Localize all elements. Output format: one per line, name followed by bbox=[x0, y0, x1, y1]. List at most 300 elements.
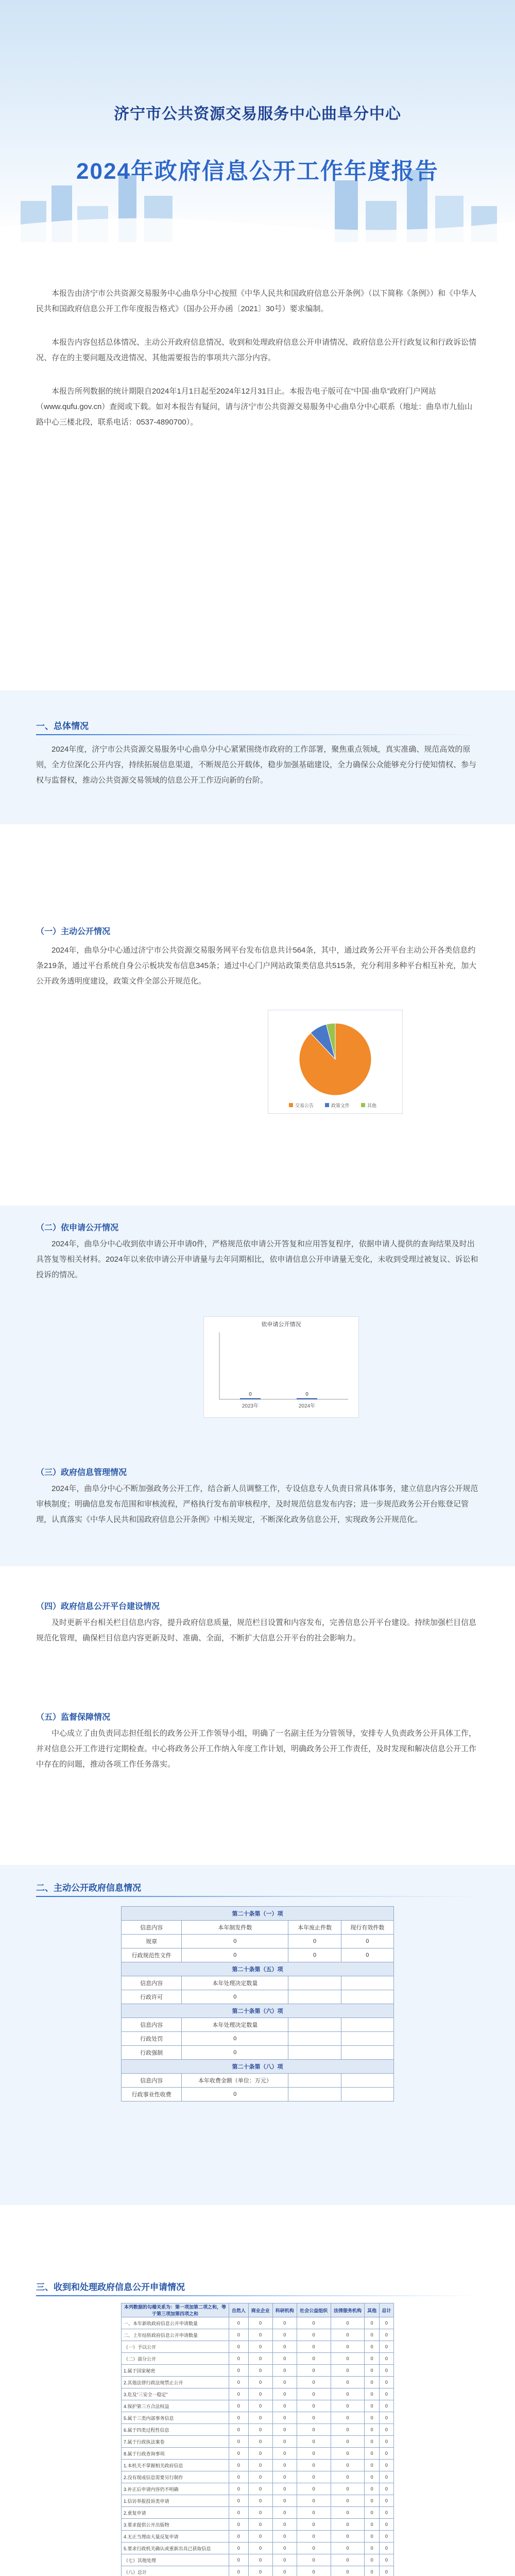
table-cell: 0 bbox=[379, 2554, 393, 2566]
table-cell: 0 bbox=[365, 2554, 379, 2566]
table-cell: 0 bbox=[297, 2317, 331, 2329]
table-row bbox=[122, 2507, 394, 2519]
x-tick-label: 2024年 bbox=[298, 1403, 316, 1409]
table-cell: 0 bbox=[365, 2448, 379, 2460]
table-row bbox=[122, 2060, 394, 2074]
table-cell: 0 bbox=[331, 2317, 365, 2329]
table-row bbox=[122, 2377, 394, 2388]
table-cell: 0 bbox=[248, 2566, 272, 2576]
table-cell: 4.无正当理由大量反复申请 bbox=[122, 2531, 229, 2543]
table-cell: 0 bbox=[229, 2388, 249, 2400]
table-row bbox=[122, 2388, 394, 2400]
table-cell: 0 bbox=[272, 2436, 297, 2448]
table-cell: 行政处罚 bbox=[122, 2032, 182, 2046]
table-header-cell: 法律服务机构 bbox=[331, 2303, 365, 2317]
table-row bbox=[122, 2436, 394, 2448]
table-section-header: 第二十条第（六）项 bbox=[122, 2004, 394, 2018]
table-row bbox=[122, 2032, 394, 2046]
table-cell: 0 bbox=[248, 2365, 272, 2377]
table-cell: 1.属于国家秘密 bbox=[122, 2365, 229, 2377]
table-cell: 0 bbox=[229, 2519, 249, 2531]
table-cell: 现行有效件数 bbox=[341, 1921, 393, 1935]
table-cell: 0 bbox=[379, 2460, 393, 2471]
subsection-1-5-heading: （五）监督保障情况 bbox=[36, 1713, 111, 1722]
subsection-1-3-heading: （三）政府信息管理情况 bbox=[36, 1468, 127, 1477]
table-cell: 信息内容 bbox=[122, 2018, 182, 2032]
table-cell: 3.补正后申请内容仍不明确 bbox=[122, 2483, 229, 2495]
table-cell: 5.属于三类内部事务信息 bbox=[122, 2412, 229, 2424]
table-cell: 0 bbox=[331, 2329, 365, 2341]
table-cell: 0 bbox=[229, 2543, 249, 2554]
table-header-cell: 总计 bbox=[379, 2303, 393, 2317]
table-cell bbox=[288, 2074, 341, 2088]
section-3-heading: 三、收到和处理政府信息公开申请情况 bbox=[36, 2282, 185, 2292]
table-cell: 规章 bbox=[122, 1935, 182, 1948]
table-cell bbox=[288, 2088, 341, 2102]
table-cell: 0 bbox=[331, 2495, 365, 2507]
table-cell: 0 bbox=[331, 2519, 365, 2531]
table-row bbox=[122, 2543, 394, 2554]
table-cell bbox=[341, 2018, 393, 2032]
table-row bbox=[122, 2317, 394, 2329]
section-divider bbox=[36, 1896, 479, 1897]
table-cell: 0 bbox=[379, 2448, 393, 2460]
table-row bbox=[122, 2018, 394, 2032]
table-cell: 0 bbox=[331, 2566, 365, 2576]
table-cell: 0 bbox=[365, 2507, 379, 2519]
report-banner bbox=[0, 0, 515, 242]
table-cell: 0 bbox=[297, 2341, 331, 2353]
active-disclosure-table bbox=[121, 1906, 394, 2102]
table-cell: （七）其他处理 bbox=[122, 2554, 229, 2566]
table-row bbox=[122, 1921, 394, 1935]
table-cell: 0 bbox=[248, 2460, 272, 2471]
table-row bbox=[122, 2554, 394, 2566]
table-cell: 0 bbox=[272, 2460, 297, 2471]
table-cell bbox=[341, 1990, 393, 2004]
table-cell: 0 bbox=[365, 2531, 379, 2543]
table-cell bbox=[288, 2046, 341, 2060]
table-row bbox=[122, 2531, 394, 2543]
table-cell: 0 bbox=[229, 2424, 249, 2436]
subsection-1-2-heading: （二）依申请公开情况 bbox=[36, 1224, 119, 1232]
table-cell: 本年处理决定数量 bbox=[182, 1976, 288, 1990]
table-cell: 0 bbox=[229, 2471, 249, 2483]
table-cell: 0 bbox=[379, 2400, 393, 2412]
table-cell: 0 bbox=[272, 2495, 297, 2507]
table-cell: 0 bbox=[272, 2543, 297, 2554]
table-cell: 5.要求行政机关确认或重新出具已获取信息 bbox=[122, 2543, 229, 2554]
section-1-heading: 一、总体情况 bbox=[36, 721, 89, 731]
subsection-1-1-text: 2024年，曲阜分中心通过济宁市公共资源交易服务网平台发布信息共计564条，其中，通过政务公开平台主动公开各类信息约条219条，通过平台系统自身公示板块发布信息345条；通过中心门户网站政策类信息共515条，充分利用多种平台相互补充，加大公开政务透明度建设，政策文件全部公开规范化。 bbox=[36, 946, 477, 986]
table-cell: 0 bbox=[229, 2531, 249, 2543]
table-cell: 0 bbox=[365, 2424, 379, 2436]
table-cell: 1.本机关不掌握相关政府信息 bbox=[122, 2460, 229, 2471]
table-cell bbox=[341, 2074, 393, 2088]
table-cell: 信息内容 bbox=[122, 1921, 182, 1935]
table-cell: 0 bbox=[331, 2531, 365, 2543]
table-row bbox=[122, 2353, 394, 2365]
table-cell: 0 bbox=[379, 2412, 393, 2424]
table-cell: 0 bbox=[365, 2460, 379, 2471]
table-cell: 0 bbox=[229, 2483, 249, 2495]
table-cell: 信息内容 bbox=[122, 2074, 182, 2088]
subsection-1-2-text: 2024年，曲阜分中心收到依申请公开申请0件，严格规范依申请公开答复和应用答复程序，依据申请人提供的查询结果及时出具答复等相关材料。2024年以来依申请公开申请量与去年同期相比，依申请信息公开申请量无变化，未收到受理过被复议、诉讼和投诉的情况。 bbox=[36, 1240, 478, 1279]
table-cell: 0 bbox=[272, 2317, 297, 2329]
table-cell: 0 bbox=[331, 2341, 365, 2353]
table-cell: 0 bbox=[229, 2412, 249, 2424]
table-row bbox=[122, 2460, 394, 2471]
table-cell: 0 bbox=[229, 2365, 249, 2377]
table-cell: 0 bbox=[272, 2412, 297, 2424]
table-cell bbox=[288, 2018, 341, 2032]
table-cell: 0 bbox=[365, 2566, 379, 2576]
table-cell: 0 bbox=[331, 2543, 365, 2554]
table-cell: 0 bbox=[365, 2495, 379, 2507]
table-row bbox=[122, 2519, 394, 2531]
table-cell: 行政事业性收费 bbox=[122, 2088, 182, 2102]
table-cell: 本年制发件数 bbox=[182, 1921, 288, 1935]
table-cell: 0 bbox=[248, 2353, 272, 2365]
table-cell: 0 bbox=[365, 2436, 379, 2448]
table-cell: 0 bbox=[297, 2507, 331, 2519]
table-cell: 0 bbox=[331, 2448, 365, 2460]
table-cell: 2.其他法律行政法规禁止公开 bbox=[122, 2377, 229, 2388]
table-section-header: 第二十条第（八）项 bbox=[122, 2060, 394, 2074]
table-cell: 0 bbox=[365, 2329, 379, 2341]
table-cell: 0 bbox=[272, 2507, 297, 2519]
table-row bbox=[122, 1948, 394, 1962]
table-row bbox=[122, 2088, 394, 2102]
table-cell: 0 bbox=[297, 2531, 331, 2543]
table-header-cell: 其他 bbox=[365, 2303, 379, 2317]
table-row bbox=[122, 1990, 394, 2004]
bar bbox=[297, 1398, 317, 1399]
table-cell: 0 bbox=[379, 2353, 393, 2365]
table-cell: 0 bbox=[182, 2088, 288, 2102]
table-row bbox=[122, 2365, 394, 2377]
table-row bbox=[122, 2566, 394, 2576]
table-cell: 0 bbox=[248, 2531, 272, 2543]
table-cell: 二、上年结转政府信息公开申请数量 bbox=[122, 2329, 229, 2341]
table-cell: 0 bbox=[272, 2353, 297, 2365]
table-cell: 0 bbox=[379, 2388, 393, 2400]
table-cell: 0 bbox=[248, 2341, 272, 2353]
table-cell: 0 bbox=[229, 2400, 249, 2412]
legend-swatch bbox=[361, 1103, 365, 1107]
table-cell: 0 bbox=[379, 2436, 393, 2448]
table-cell: 0 bbox=[331, 2507, 365, 2519]
intro-paragraph-1: 本报告由济宁市公共资源交易服务中心曲阜分中心按照《中华人民共和国政府信息公开条例》（以下简称《条例》）和《中华人民共和国政府信息公开工作年度报告格式》（国办公开办函〔2021〕30号）要求编制。 bbox=[36, 289, 477, 313]
table-cell: 0 bbox=[379, 2543, 393, 2554]
table-row bbox=[122, 1907, 394, 1921]
table-cell: 0 bbox=[365, 2543, 379, 2554]
table-cell: 0 bbox=[365, 2519, 379, 2531]
table-cell: 0 bbox=[248, 2424, 272, 2436]
table-cell: 0 bbox=[248, 2519, 272, 2531]
intro-paragraph-3: 本报告所列数据的统计期限自2024年1月1日起至2024年12月31日止。本报告电子版可在“中国·曲阜”政府门户网站（www.qufu.gov.cn）查阅或下载。如对本报告有疑问，请与济宁市公共资源交易服务中心曲阜分中心联系（地址：曲阜市九仙山路中心三楼北段，联系电话：0537-4890700）。 bbox=[36, 387, 473, 427]
table-cell: 0 bbox=[272, 2448, 297, 2460]
table-cell: 0 bbox=[379, 2377, 393, 2388]
table-cell: 0 bbox=[229, 2566, 249, 2576]
table-cell: 0 bbox=[379, 2495, 393, 2507]
table-cell: （一）予以公开 bbox=[122, 2341, 229, 2353]
table-row bbox=[122, 1962, 394, 1976]
data-label: 0 bbox=[305, 1392, 308, 1397]
table-cell: 0 bbox=[297, 2471, 331, 2483]
table-cell: 0 bbox=[331, 2471, 365, 2483]
table-cell: 3.要求提供公开出版物 bbox=[122, 2519, 229, 2531]
table-cell: （二）部分公开 bbox=[122, 2353, 229, 2365]
table-cell: 0 bbox=[297, 2353, 331, 2365]
table-header-cell: 自然人 bbox=[229, 2303, 249, 2317]
table-cell: 0 bbox=[331, 2436, 365, 2448]
table-cell: 0 bbox=[248, 2317, 272, 2329]
table-cell: 0 bbox=[379, 2317, 393, 2329]
table-cell: 0 bbox=[365, 2400, 379, 2412]
table-cell: 0 bbox=[341, 1935, 393, 1948]
table-cell: 本年处理决定数量 bbox=[182, 2018, 288, 2032]
table-cell: 0 bbox=[297, 2412, 331, 2424]
pie-chart bbox=[268, 1010, 403, 1114]
table-row bbox=[122, 2046, 394, 2060]
table-cell: 2.没有现成信息需要另行制作 bbox=[122, 2471, 229, 2483]
table-cell: 0 bbox=[272, 2400, 297, 2412]
table-cell: 0 bbox=[229, 2377, 249, 2388]
intro-paragraph-2: 本报告内容包括总体情况、主动公开政府信息情况、收到和处理政府信息公开申请情况、政府信息公开行政复议和行政诉讼情况、存在的主要问题及改进情况、其他需要报告的事项共六部分内容。 bbox=[36, 338, 477, 362]
data-label: 0 bbox=[249, 1392, 252, 1397]
table-cell: 0 bbox=[379, 2531, 393, 2543]
table-cell: 0 bbox=[297, 2436, 331, 2448]
table-cell: 0 bbox=[229, 2495, 249, 2507]
table-cell: 本年收费金额（单位：万元） bbox=[182, 2074, 288, 2088]
table-cell: 0 bbox=[272, 2377, 297, 2388]
table-cell: 0 bbox=[272, 2388, 297, 2400]
table-cell: 0 bbox=[379, 2566, 393, 2576]
report-title: 2024年政府信息公开工作年度报告 bbox=[76, 159, 439, 184]
table-row bbox=[122, 2424, 394, 2436]
table-cell: 7.属于行政执法案卷 bbox=[122, 2436, 229, 2448]
table-cell: 0 bbox=[229, 2329, 249, 2341]
table-row bbox=[122, 2412, 394, 2424]
subsection-1-1-heading: （一）主动公开情况 bbox=[36, 927, 111, 936]
table-cell: 0 bbox=[272, 2483, 297, 2495]
table-cell: 0 bbox=[182, 2046, 288, 2060]
table-cell: 0 bbox=[248, 2543, 272, 2554]
table-cell: 0 bbox=[331, 2400, 365, 2412]
table-cell: 0 bbox=[229, 2317, 249, 2329]
table-cell: 0 bbox=[182, 1990, 288, 2004]
table-row bbox=[122, 2004, 394, 2018]
table-cell: 0 bbox=[297, 2424, 331, 2436]
table-cell: 0 bbox=[331, 2388, 365, 2400]
table-cell: 0 bbox=[297, 2377, 331, 2388]
table-cell: 0 bbox=[379, 2424, 393, 2436]
table-row bbox=[122, 2471, 394, 2483]
table-cell: 0 bbox=[379, 2507, 393, 2519]
table-section-header: 第二十条第（五）项 bbox=[122, 1962, 394, 1976]
x-tick-label: 2023年 bbox=[242, 1403, 259, 1409]
section-2-heading: 二、主动公开政府信息情况 bbox=[36, 1883, 141, 1893]
table-cell: 0 bbox=[365, 2353, 379, 2365]
table-cell: 0 bbox=[297, 2448, 331, 2460]
table-cell: 0 bbox=[229, 2436, 249, 2448]
table-cell bbox=[341, 2032, 393, 2046]
table-cell: 0 bbox=[272, 2531, 297, 2543]
table-cell: 0 bbox=[288, 1935, 341, 1948]
table-cell: 0 bbox=[297, 2519, 331, 2531]
table-cell: 0 bbox=[365, 2388, 379, 2400]
table-cell: 0 bbox=[248, 2388, 272, 2400]
table-row bbox=[122, 2341, 394, 2353]
table-cell: 0 bbox=[341, 1948, 393, 1962]
legend-label: 其他 bbox=[367, 1103, 377, 1108]
table-cell: 0 bbox=[297, 2483, 331, 2495]
subsection-1-4-text: 及时更新平台相关栏目信息内容，提升政府信息质量，规范栏目设置和内容发布，完善信息公开平台建设。持续加强栏目信息规范化管理，确保栏目信息内容更新及时、准确、全面，不断扩大信息公开平台的社会影响力。 bbox=[36, 1618, 477, 1642]
section-1-text: 2024年度，济宁市公共资源交易服务中心曲阜分中心紧紧围绕市政府的工作部署，聚焦重点领域，真实准确、规范高效的原则，全方位深化公开内容，持续拓展信息渠道，不断规范公开载体，稳步加强基础建设，全力确保公众能够充分行使知情权、参与权与监督权，推动公共资源交易领域的信息公开工作迈向新的台阶。 bbox=[36, 745, 477, 785]
organization-name: 济宁市公共资源交易服务中心曲阜分中心 bbox=[114, 106, 401, 123]
table-cell: 0 bbox=[182, 2032, 288, 2046]
table-cell bbox=[341, 2088, 393, 2102]
table-cell: 0 bbox=[365, 2341, 379, 2353]
table-cell: 1.信访举报投诉类申请 bbox=[122, 2495, 229, 2507]
table-cell: 0 bbox=[297, 2495, 331, 2507]
table-row bbox=[122, 2495, 394, 2507]
table-row bbox=[122, 2448, 394, 2460]
table-cell: 0 bbox=[365, 2377, 379, 2388]
table-cell: 0 bbox=[248, 2436, 272, 2448]
table-cell: 行政许可 bbox=[122, 1990, 182, 2004]
application-handling-table bbox=[121, 2303, 394, 2576]
table-cell: 0 bbox=[229, 2448, 249, 2460]
table-row bbox=[122, 1935, 394, 1948]
table-cell bbox=[288, 2032, 341, 2046]
section-divider bbox=[36, 734, 479, 735]
table-cell: 0 bbox=[248, 2554, 272, 2566]
table-cell: 行政强制 bbox=[122, 2046, 182, 2060]
table-cell: 0 bbox=[248, 2471, 272, 2483]
subsection-1-5-text: 中心成立了由负责同志担任组长的政务公开工作领导小组，明确了一名副主任为分管领导，安排专人负责政务公开具体工作，并对信息公开工作进行定期检查。中心将政务公开工作纳入年度工作计划，明确政务公开工作责任，及时发现和解决信息公开工作中存在的问题，推动各项工作任务落实。 bbox=[36, 1729, 477, 1769]
table-cell: 0 bbox=[297, 2365, 331, 2377]
table-header-cell: 科研机构 bbox=[272, 2303, 297, 2317]
table-cell: 0 bbox=[331, 2377, 365, 2388]
table-cell: 0 bbox=[229, 2460, 249, 2471]
table-cell: 0 bbox=[272, 2471, 297, 2483]
table-header-cell: 本列数据的勾稽关系为：第一项加第二项之和，等于第三项加第四项之和 bbox=[122, 2303, 229, 2317]
table-cell: 0 bbox=[248, 2495, 272, 2507]
table-cell: 0 bbox=[379, 2341, 393, 2353]
table-section-header: 第二十条第（一）项 bbox=[122, 1907, 394, 1921]
bar bbox=[240, 1398, 261, 1399]
table-cell: 0 bbox=[248, 2400, 272, 2412]
table-cell: 8.属于行政查询事项 bbox=[122, 2448, 229, 2460]
table-cell: 0 bbox=[297, 2554, 331, 2566]
subsection-1-3-text: 2024年，曲阜分中心不断加强政务公开工作，结合新人员调整工作，专设信息专人负责日常具体事务，建立信息内容公开规范审核制度；明确信息发布范围和审核流程，严格执行发布前审核程序，及时规范信息发布内容；进一步规范政务公开台账登记管理，认真落实《中华人民共和国政府信息公开条例》中相关规定，不断深化政务信息公开，实现政务公开规范化。 bbox=[36, 1484, 478, 1524]
table-cell: 信息内容 bbox=[122, 1976, 182, 1990]
table-cell: 0 bbox=[331, 2353, 365, 2365]
table-cell: 0 bbox=[272, 2365, 297, 2377]
table-cell: 0 bbox=[379, 2329, 393, 2341]
table-cell: 一、本年新收政府信息公开申请数量 bbox=[122, 2317, 229, 2329]
table-cell: 0 bbox=[379, 2519, 393, 2531]
table-cell: 0 bbox=[379, 2365, 393, 2377]
table-cell: （八）总计 bbox=[122, 2566, 229, 2576]
table-row bbox=[122, 2074, 394, 2088]
section-divider bbox=[36, 2295, 479, 2296]
table-cell: 0 bbox=[297, 2543, 331, 2554]
legend-swatch bbox=[289, 1103, 293, 1107]
table-cell: 0 bbox=[297, 2400, 331, 2412]
table-cell: 2.重复申请 bbox=[122, 2507, 229, 2519]
chart-title: 依申请公开情况 bbox=[261, 1321, 301, 1328]
table-cell: 0 bbox=[331, 2554, 365, 2566]
table-cell: 0 bbox=[272, 2566, 297, 2576]
pie-chart-svg bbox=[268, 1010, 402, 1113]
table-cell: 6.属于四类过程性信息 bbox=[122, 2424, 229, 2436]
table-cell: 0 bbox=[331, 2365, 365, 2377]
table-cell: 0 bbox=[331, 2483, 365, 2495]
table-cell bbox=[341, 1976, 393, 1990]
bar-chart bbox=[203, 1316, 359, 1418]
table-cell: 0 bbox=[379, 2483, 393, 2495]
legend-swatch bbox=[325, 1103, 329, 1107]
table-cell: 0 bbox=[272, 2341, 297, 2353]
table-cell: 0 bbox=[272, 2424, 297, 2436]
table-cell: 0 bbox=[248, 2507, 272, 2519]
table-cell: 3.危及“三安全一稳定” bbox=[122, 2388, 229, 2400]
table-cell: 0 bbox=[248, 2448, 272, 2460]
table-cell bbox=[288, 1990, 341, 2004]
table-cell: 0 bbox=[248, 2412, 272, 2424]
table-cell: 0 bbox=[365, 2471, 379, 2483]
legend-label: 政策文件 bbox=[331, 1103, 350, 1108]
table-cell: 0 bbox=[248, 2483, 272, 2495]
table-cell: 0 bbox=[331, 2412, 365, 2424]
table-cell: 本年废止件数 bbox=[288, 1921, 341, 1935]
table-cell: 0 bbox=[272, 2554, 297, 2566]
table-cell: 0 bbox=[331, 2424, 365, 2436]
table-cell: 0 bbox=[272, 2519, 297, 2531]
table-cell: 0 bbox=[182, 1948, 288, 1962]
table-cell: 0 bbox=[297, 2388, 331, 2400]
table-cell: 0 bbox=[331, 2460, 365, 2471]
table-cell: 行政规范性文件 bbox=[122, 1948, 182, 1962]
table-cell: 0 bbox=[229, 2353, 249, 2365]
legend-label: 交易公告 bbox=[295, 1103, 314, 1108]
table-cell: 0 bbox=[379, 2471, 393, 2483]
table-row bbox=[122, 2400, 394, 2412]
table-cell: 0 bbox=[297, 2329, 331, 2341]
table-cell: 0 bbox=[229, 2341, 249, 2353]
table-cell: 0 bbox=[248, 2329, 272, 2341]
table-cell: 0 bbox=[272, 2329, 297, 2341]
table-cell bbox=[288, 1976, 341, 1990]
table-cell: 0 bbox=[297, 2460, 331, 2471]
table-cell: 0 bbox=[365, 2365, 379, 2377]
table-row bbox=[122, 1976, 394, 1990]
table-row bbox=[122, 2483, 394, 2495]
table-cell: 4.保护第三方合法权益 bbox=[122, 2400, 229, 2412]
table-cell: 0 bbox=[297, 2566, 331, 2576]
table-row bbox=[122, 2329, 394, 2341]
table-cell: 0 bbox=[182, 1935, 288, 1948]
table-cell: 0 bbox=[229, 2507, 249, 2519]
table-header-cell: 社会公益组织 bbox=[297, 2303, 331, 2317]
table-cell: 0 bbox=[288, 1948, 341, 1962]
table-cell: 0 bbox=[248, 2377, 272, 2388]
table-cell: 0 bbox=[229, 2554, 249, 2566]
table-header-cell: 商业企业 bbox=[248, 2303, 272, 2317]
